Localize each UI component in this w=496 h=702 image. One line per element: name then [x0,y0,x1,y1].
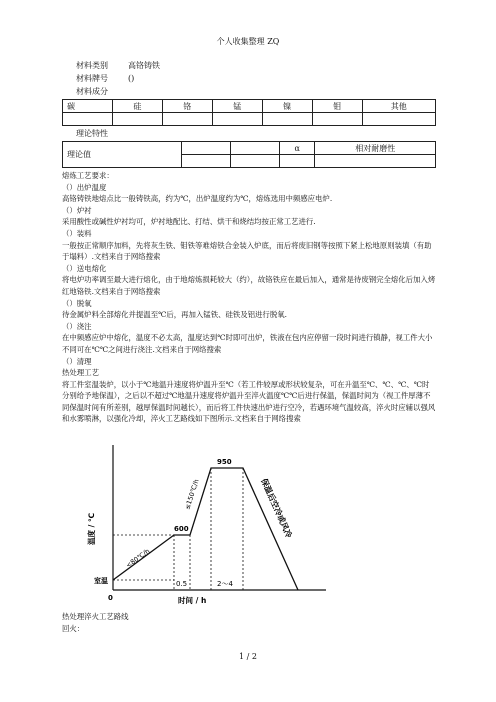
caption-text: 热处理淬火工艺路线 [62,612,129,621]
meta-row-composition [76,86,108,97]
page-header: 个人收集整理 ZQ [216,37,280,46]
cell-manganese: 锰 [212,100,262,113]
table-cell [315,155,436,168]
figure-caption [62,611,129,634]
table-cell [280,155,315,168]
paragraph: 将工件室温装炉，以小于℃地温升速度将炉温升至℃（若工件较厚或形状较复杂，可在升温至℃、℃、℃、℃时分别给予地保温），之后以不超过℃地温升速度将炉温升至淬火温度℃℃后进行保温，保温时间为（视工件厚薄不同保温时间有所差别，越厚保温时间越长），而后将工件快速出炉进行空冷，若遇环境气温较高，淬火时应辅以强风和水雾喷淋，以强化冷却，淬火工艺路线如下图所示.文档来自于网络搜索 [62,379,436,424]
meta-row-category [76,60,160,71]
body-text [62,170,436,425]
y-tick-label: 室温 [94,577,108,585]
y-axis-label: 温度 / ℃ [87,512,96,545]
composition-header-row [63,100,436,113]
subheading-cleaning: （）清理 [62,356,92,366]
subheading-charging: （）装料 [62,228,92,238]
theory-table [62,141,436,168]
table-cell [63,113,113,126]
subheading-melting: （）送电熔化 [62,263,107,273]
x-tick-label: 0 [108,594,113,602]
x-tick-label: 2～4 [217,580,233,588]
paragraph: 在中频感应炉中熔化，温度不必太高，温度达到℃时即可出炉，铁液在包内应停留一段时间进行镇静，视工件大小不同可在℃℃之间进行浇注.文档来自于网络搜索 [62,333,433,354]
cell-carbon: 碳 [63,100,113,113]
cell-silicon: 硅 [112,100,162,113]
composition-value-row [63,113,436,126]
table-row [63,142,436,155]
tempering-heading: 回火： [62,623,85,633]
composition-table [62,99,436,126]
cell-other: 其他 [362,100,435,113]
cooling-annotation: 保温后空冷或风冷 [259,477,294,540]
paragraph: 采用酸性或碱性炉衬均可，炉衬地配比、打结、烘干和烧结均按正常工艺进行. [62,217,316,227]
table-cell [262,113,312,126]
table-cell [182,142,231,155]
rate-annotation: <80℃/h [124,547,152,570]
meta-row-grade [76,73,135,84]
table-cell [112,113,162,126]
subheading-pouring: （）浇注 [62,321,92,331]
theory-row-label: 理论值 [63,142,182,168]
y-tick-label: 600 [174,525,189,533]
theory-col-wear: 相对耐磨性 [315,142,436,155]
paragraph: 高铬铸铁地熔点比一般铸铁高，约为℃，出炉温度约为℃，熔炼选用中频感应电炉. [62,194,333,204]
meta-label: 材料牌号 [76,74,108,83]
table-cell [212,113,262,126]
paragraph: 将电炉功率调至最大进行熔化，由于地熔炼损耗较大（约），故铬铁应在最后加入，通常是待废钢完全熔化后加入烤红地铬铁.文档来自于网络搜索 [62,275,436,296]
theory-col-alpha: α [280,142,315,155]
x-axis-label: 时间 / h [178,596,207,605]
x-tick-label: 0.5 [176,580,188,588]
rate-annotation: ≤150℃/h [183,478,201,511]
cell-nickel: 镍 [262,100,312,113]
subheading-tapping-temp: （）出炉温度 [62,182,107,192]
cell-chromium: 铬 [162,100,212,113]
meta-label: 材料成分 [76,87,108,96]
theory-section-title: 理论特性 [76,129,108,138]
meta-label: 材料类别 [76,61,108,70]
page-number: 1 / 2 [239,652,257,661]
y-tick-label: 950 [217,458,232,466]
cell-molybdenum: 钼 [312,100,362,113]
paragraph: 一般按正常顺序加料，先将灰生铁、钼铁等难熔铁合金装入炉底，而后将废旧钢等按照下紧上松地原则装填（有助于塌料）.文档来自于网络搜索 [62,240,432,262]
table-cell [312,113,362,126]
table-cell [362,113,435,126]
meta-value: 高铬铸铁 [128,61,160,70]
heading-smelting: 熔炼工艺要求： [62,171,114,180]
subheading-deoxidation: （）脱氧 [62,298,92,308]
table-cell [231,142,280,155]
meta-value: () [128,74,135,83]
table-cell [182,155,231,168]
quench-process-chart [76,440,346,610]
heading-heat-treatment: 热处理工艺 [62,368,99,378]
table-cell [231,155,280,168]
table-cell [162,113,212,126]
subheading-lining: （）炉衬 [62,205,92,215]
paragraph: 待金属炉料全部熔化并提温至℃后，再加入锰铁、硅铁及铝进行脱氧. [62,310,287,320]
